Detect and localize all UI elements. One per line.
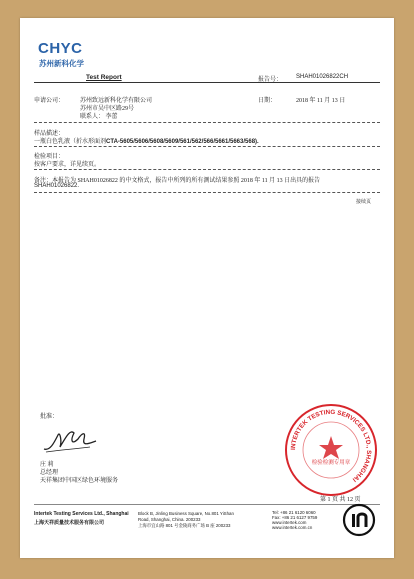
report-page xyxy=(20,18,394,558)
logo-subtitle: 苏州新科化学 xyxy=(39,59,84,68)
report-date: 2018 年 11 月 13 日 xyxy=(296,98,346,104)
date-label: 日期： xyxy=(258,98,277,104)
applicant-address: 苏州市吴中区路29号 xyxy=(80,106,135,112)
footer-fax: Fax: +86 21 6127 9759 xyxy=(272,515,318,520)
note-line-2: SHAH01026822. xyxy=(34,183,80,189)
signatory-title: 总经理 xyxy=(40,470,59,476)
footer-address-cn: 上海市宜山路 801 号金陵商务广场 B 座 200233 xyxy=(138,523,231,528)
report-no-label: 报告号： xyxy=(258,77,283,83)
svg-text:检验检测专用章: 检验检测专用章 xyxy=(311,460,351,466)
test-content: 按客户要求，详见续页。 xyxy=(34,162,101,168)
report-title: Test Report xyxy=(86,74,122,81)
signatory-org: 天祥集团中国区绿色环境服务 xyxy=(40,478,119,484)
official-stamp xyxy=(283,402,379,498)
intertek-logo-icon xyxy=(342,503,376,537)
sample-label: 样品描述： xyxy=(34,131,65,137)
header-rule xyxy=(34,82,380,83)
footer-web: www.intertek.com xyxy=(272,520,307,525)
footer-web-cn: www.intertek.com.cn xyxy=(272,525,313,530)
report-no: SHAH01026822CH xyxy=(296,74,349,80)
svg-text:INTERTEK TESTING SERVICES LTD.: INTERTEK TESTING SERVICES LTD., SHANGHAI xyxy=(289,408,373,484)
footer-company-en: Intertek Testing Services Ltd., Shanghai xyxy=(34,511,129,517)
page-number: 第 1 页 共 12 页 xyxy=(320,497,361,503)
note-line-1: 备注：本报告为 SHAH01026822 的中文格式，报告中所列的所有测试结果参照 2018 年 11 月 13 日出具的报告 xyxy=(34,178,321,184)
handwritten-signature xyxy=(40,423,100,455)
footer-tel: Tel: +86 21 6120 6060 xyxy=(272,510,316,515)
signature-label: 批准： xyxy=(40,414,59,420)
applicant-name: 苏州致远新科化学有限公司 xyxy=(80,98,153,104)
footer-address-en-1: Block B, Jinling Business Square, No.801 YiShan xyxy=(138,511,234,516)
footer-address-en-2: Road, Shanghai, China. 200233 xyxy=(138,517,201,522)
signatory-name: 庄 莉 xyxy=(40,462,54,468)
footer-company-cn: 上海天祥质量技术服务有限公司 xyxy=(34,520,105,526)
test-label: 检验项目： xyxy=(34,154,65,160)
continued-label: 接续页 xyxy=(356,200,372,205)
company-logo xyxy=(38,40,83,57)
logo-text: CHYC xyxy=(38,40,83,57)
applicant-label: 申请公司： xyxy=(34,98,65,104)
applicant-contact: 联系人： 李蕾 xyxy=(80,114,118,120)
sample-description: 一瓶白色乳液（折水形面剂CTA-5605/5606/5608/5609/561/562/566/5661/5663/568). xyxy=(34,139,259,145)
